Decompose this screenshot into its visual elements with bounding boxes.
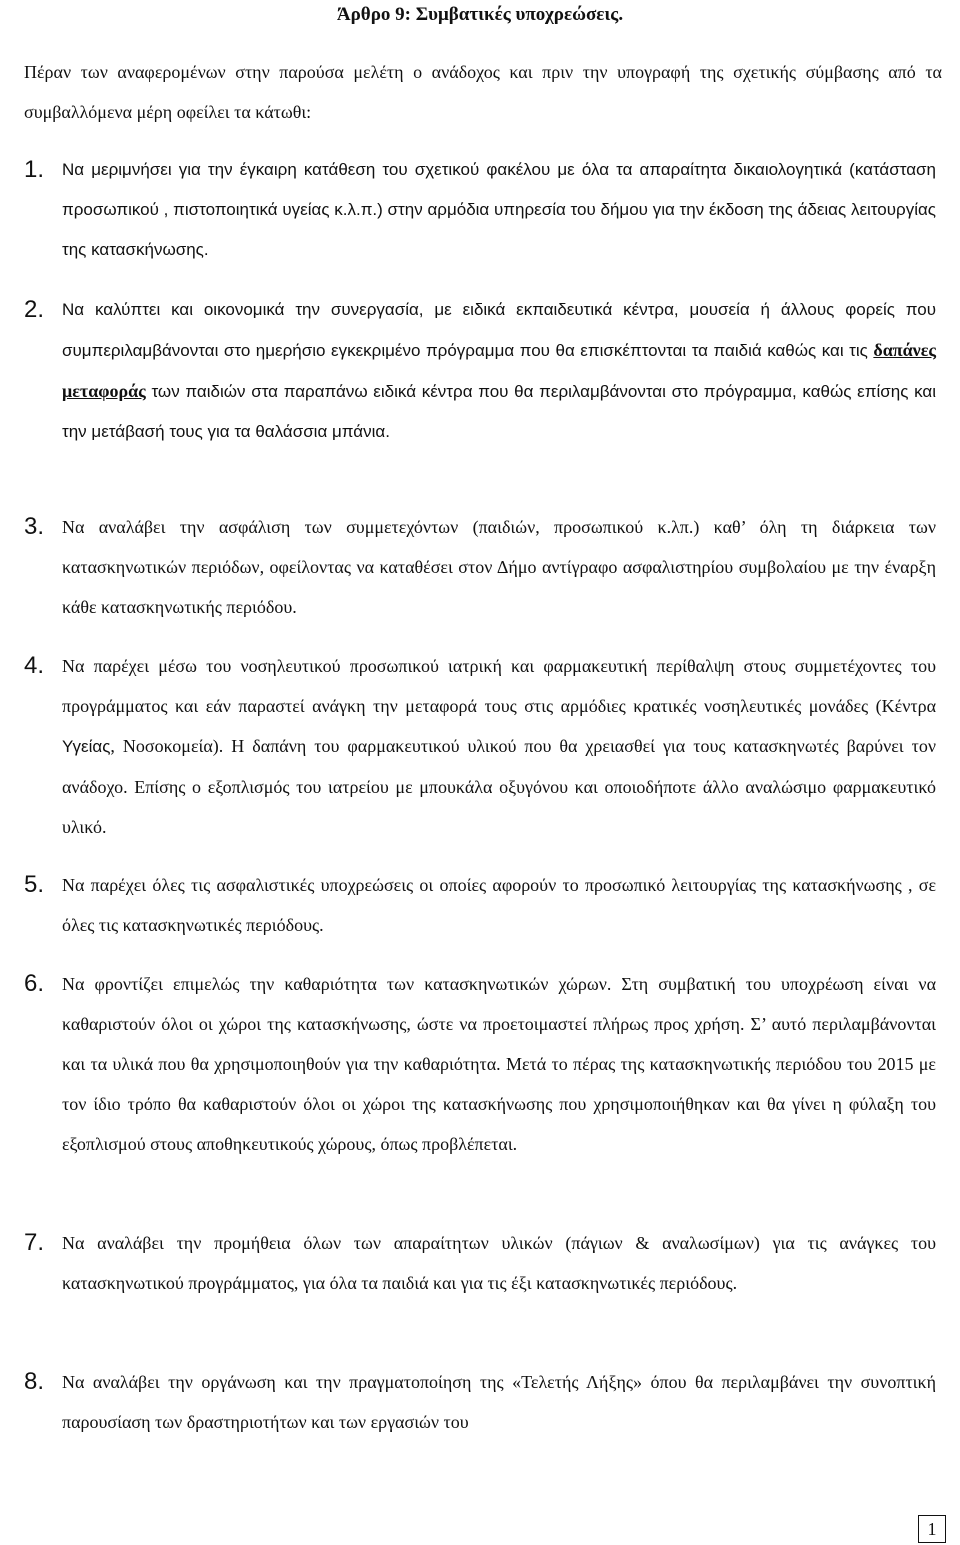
article-title: Άρθρο 9: Συμβατικές υποχρεώσεις. bbox=[336, 4, 624, 25]
item-text: Να αναλάβει την ασφάλιση των συμμετεχόντων (παιδιών, προσωπικού κ.λπ.) καθ’ όλη τη διάρκεια των κατασκηνωτικών περιόδων, οφείλοντας να καταθέσει στον Δήμο αντίγραφο ασφαλιστηρίου συμβολαίου με την έναρξη κάθε κατασκηνωτικής περιόδου. bbox=[62, 517, 936, 617]
item-emphasis: δαπάνες μεταφοράς bbox=[62, 340, 936, 401]
item-text: Να αναλάβει την προμήθεια όλων των απαραίτητων υλικών (πάγιων & αναλωσίμων) για τις ανάγκες του κατασκηνωτικού προγράμματος, για όλα τα παιδιά και για τις έξι κατασκηνωτικές περιόδους. bbox=[62, 1233, 936, 1293]
item-number: 4. bbox=[24, 652, 45, 679]
item-text: Να αναλάβει την οργάνωση και την πραγματοποίηση της «Τελετής Λήξης» όπου θα περιλαμβάνει την συνοπτική παρουσίαση των δραστηριοτήτων και των εργασιών του bbox=[62, 1372, 936, 1432]
item-text-part: , Νοσοκομεία). Η δαπάνη του φαρμακευτικού υλικού που θα χρειασθεί για τους κατασκηνωτές βαρύνει τον ανάδοχο. Επίσης ο εξοπλισμός του ιατρείου με μπουκάλα οξυγόνου και οποιοδήποτε άλλο αναλώσιμο φαρμακευτικό υλικό. bbox=[62, 736, 936, 837]
list-item-2 bbox=[0, 290, 960, 452]
item-number: 7. bbox=[24, 1229, 45, 1256]
item-emphasis: Υγείας bbox=[62, 737, 111, 756]
list-item-4 bbox=[0, 646, 960, 847]
list-item-8 bbox=[0, 1362, 960, 1442]
item-text bbox=[62, 646, 936, 847]
list-item-3 bbox=[0, 507, 960, 627]
item-text bbox=[62, 290, 936, 452]
list-item-1 bbox=[0, 150, 960, 270]
item-number: 1. bbox=[24, 156, 45, 183]
item-number: 6. bbox=[24, 970, 45, 997]
list-item-5 bbox=[0, 865, 960, 945]
item-text: Να μεριμνήσει για την έγκαιρη κατάθεση του σχετικού φακέλου με όλα τα απαραίτητα δικαιολογητικά (κατάσταση προσωπικού , πιστοποιητικά υγείας κ.λ.π.) στην αρμόδια υπηρεσία του δήμου για την έκδοση της άδειας λειτουργίας της κατασκήνωσης. bbox=[62, 160, 936, 259]
list-item-6 bbox=[0, 964, 960, 1164]
item-number: 2. bbox=[24, 296, 45, 323]
item-text-part: Να καλύπτει και οικονομικά την συνεργασία, με ειδικά εκπαιδευτικά κέντρα, μουσεία ή άλλους φορείς που συμπεριλαμβάνονται στο ημερήσιο εγκεκριμένο πρόγραμμα που θα επισκέπτονται τα παιδιά καθώς και τις bbox=[62, 300, 936, 360]
item-number: 8. bbox=[24, 1368, 45, 1395]
item-number: 3. bbox=[24, 513, 45, 540]
page-number: 1 bbox=[918, 1515, 946, 1543]
item-text-part: των παιδιών στα παραπάνω ειδικά κέντρα που θα περιλαμβάνονται στο πρόγραμμα, καθώς επίσης και την μετάβασή τους για τα θαλάσσια μπάνια. bbox=[62, 382, 936, 441]
item-text-part: Να παρέχει μέσω του νοσηλευτικού προσωπικού ιατρική και φαρμακευτική περίθαλψη στους συμμετέχοντες του προγράμματος και εάν παραστεί ανάγκη την μεταφορά τους στις αρμόδιες κρατικές νοσηλευτικές μονάδες (Κέντρα bbox=[62, 656, 936, 716]
item-text: Να παρέχει όλες τις ασφαλιστικές υποχρεώσεις οι οποίες αφορούν το προσωπικό λειτουργίας της κατασκήνωσης , σε όλες τις κατασκηνωτικές περιόδους. bbox=[62, 875, 936, 935]
list-item-7 bbox=[0, 1223, 960, 1303]
item-number: 5. bbox=[24, 871, 45, 898]
intro-paragraph: Πέραν των αναφερομένων στην παρούσα μελέτη ο ανάδοχος και πριν την υπογραφή της σχετικής σύμβασης από τα συμβαλλόμενα μέρη οφείλει τα κάτωθι: bbox=[24, 62, 942, 122]
item-text: Να φροντίζει επιμελώς την καθαριότητα των κατασκηνωτικών χώρων. Στη συμβατική του υποχρέωση είναι να καθαριστούν όλοι οι χώροι της κατασκήνωσης, ώστε να προετοιμαστεί πλήρως προς χρήση. Σ’ αυτό περιλαμβάνονται και τα υλικά που θα χρησιμοποιηθούν για την καθαριότητα. Μετά το πέρας της κατασκηνωτικής περιόδου του 2015 με τον ίδιο τρόπο θα καθαριστούν όλοι οι χώροι της κατασκήνωσης που χρησιμοποιήθηκαν και θα γίνει η φύλαξη του εξοπλισμού στους αποθηκευτικούς χώρους, όπως προβλέπεται. bbox=[62, 974, 936, 1154]
